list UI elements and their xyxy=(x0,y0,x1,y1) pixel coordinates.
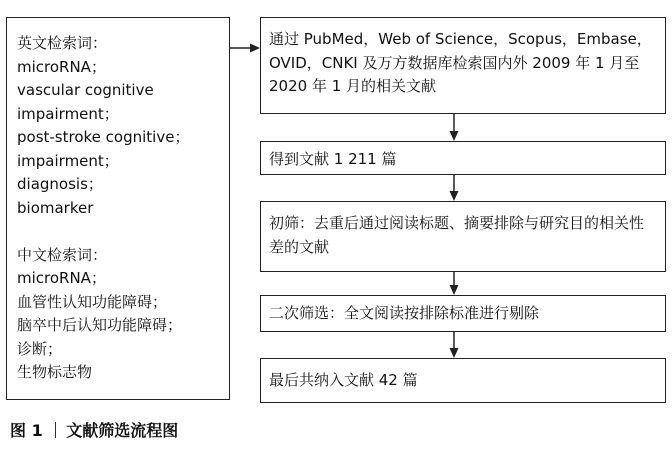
arrowhead xyxy=(450,191,459,201)
english-term: impairment； xyxy=(17,151,119,170)
flow-step-records-found: 得到文献 1 211 篇 xyxy=(260,141,666,175)
flow-step-database-search: 通过 PubMed，Web of Science，Scopus，Embase，OVID，CNKI 及万方数据库检索国内外 2009 年 1 月至 2020 年 1 月的相关文献 xyxy=(260,17,666,114)
chinese-term: 生物标志物 xyxy=(17,363,93,381)
english-term: post-stroke cognitive； xyxy=(17,128,190,146)
arrowhead xyxy=(450,348,459,358)
english-term: diagnosis； xyxy=(17,175,103,193)
arrowhead xyxy=(450,131,459,141)
chinese-terms-heading: 中文检索词： xyxy=(17,245,108,264)
figure-label: 图 1 xyxy=(10,421,43,440)
english-term: impairment； xyxy=(17,104,119,123)
search-terms-box xyxy=(6,17,230,400)
english-term: vascular cognitive xyxy=(17,81,154,99)
english-term: microRNA； xyxy=(17,57,106,76)
figure-caption xyxy=(10,418,178,441)
flow-step-fulltext-screening: 二次筛选：全文阅读按排除标准进行剔除 xyxy=(260,295,666,332)
chinese-term: 脑卒中后认知功能障碍； xyxy=(17,316,183,334)
chinese-term: 血管性认知功能障碍； xyxy=(17,292,168,311)
chinese-term: 诊断； xyxy=(17,339,63,358)
english-terms-heading: 英文检索词： xyxy=(17,34,108,52)
arrowhead xyxy=(250,44,260,53)
caption-separator xyxy=(55,422,57,438)
figure-title: 文献筛选流程图 xyxy=(66,421,179,440)
chinese-term: microRNA； xyxy=(17,269,106,287)
flow-step-included: 最后共纳入文献 42 篇 xyxy=(260,358,666,403)
english-term: biomarker xyxy=(17,198,94,217)
section-spacer xyxy=(17,220,221,244)
flow-step-initial-screening: 初筛：去重后通过阅读标题、摘要排除与研究目的相关性差的文献 xyxy=(260,201,666,272)
arrowhead xyxy=(450,285,459,295)
